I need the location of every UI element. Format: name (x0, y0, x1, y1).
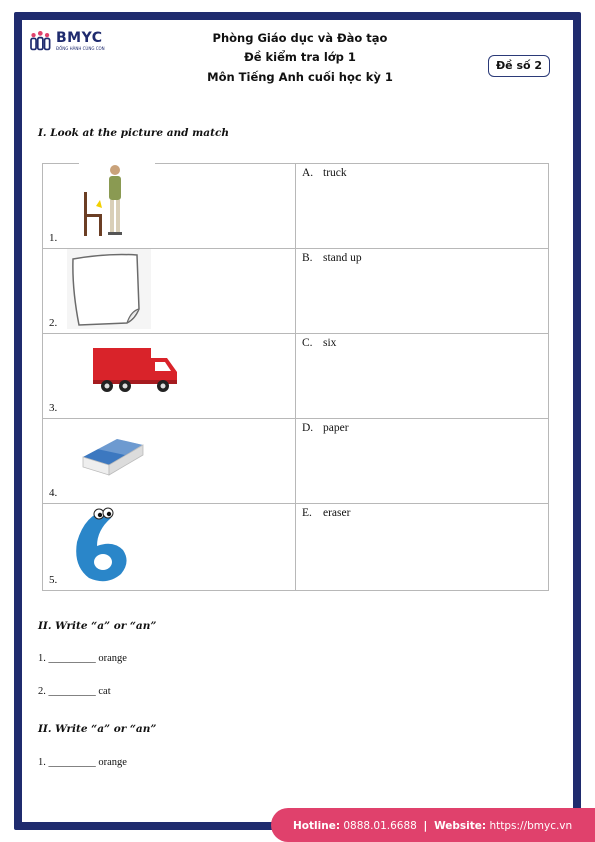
question-line: 1. _________ orange (38, 757, 127, 768)
option-item (302, 167, 347, 179)
table-row (43, 504, 549, 591)
option-cell (296, 419, 549, 504)
hotline-label: Hotline: (293, 820, 341, 832)
option-item (302, 422, 349, 434)
website-label: Website: (434, 820, 487, 832)
paper-sheet-icon (67, 249, 151, 329)
option-letter: C. (302, 337, 313, 349)
footer-separator: | (423, 820, 428, 832)
option-letter: A. (302, 167, 314, 179)
picture-cell (43, 164, 296, 249)
hotline-number[interactable]: 0888.01.6688 (343, 820, 417, 832)
item-number: 2. (49, 317, 58, 329)
footer-contact (293, 820, 572, 832)
section2-title: II. Write “a” or “an” (38, 620, 157, 632)
option-word: six (323, 337, 337, 349)
logo-subtitle: ĐỒNG HÀNH CÙNG CON (56, 46, 105, 51)
table-row (43, 249, 549, 334)
picture-cell (43, 334, 296, 419)
table-row (43, 419, 549, 504)
item-number: 4. (49, 487, 58, 499)
option-word: paper (323, 422, 349, 434)
bmyc-logo-icon (29, 30, 55, 52)
website-link[interactable]: https://bmyc.vn (489, 820, 573, 832)
question-line: 1. _________ orange (38, 653, 127, 664)
item-number: 5. (49, 574, 58, 586)
option-letter: E. (302, 507, 312, 519)
option-item (302, 337, 336, 349)
picture-cell (43, 419, 296, 504)
man-standing-up-icon (79, 162, 155, 242)
red-truck-icon (89, 342, 181, 398)
option-item (302, 252, 362, 264)
section3-title: II. Write “a” or “an” (38, 723, 157, 735)
option-cell (296, 334, 549, 419)
option-word: truck (323, 167, 347, 179)
item-number: 1. (49, 232, 58, 244)
eraser-icon (77, 429, 149, 479)
option-letter: B. (302, 252, 313, 264)
option-word: stand up (323, 252, 362, 264)
item-number: 3. (49, 402, 58, 414)
picture-cell (43, 504, 296, 591)
section1-title: I. Look at the picture and match (38, 127, 229, 139)
option-cell (296, 164, 549, 249)
option-cell (296, 504, 549, 591)
picture-cell (43, 249, 296, 334)
option-item (302, 507, 350, 519)
subject-title: Môn Tiếng Anh cuối học kỳ 1 (207, 70, 393, 84)
number-six-icon (67, 504, 137, 584)
option-letter: D. (302, 422, 314, 434)
option-word: eraser (323, 507, 351, 519)
option-cell (296, 249, 549, 334)
exam-title: Đề kiểm tra lớp 1 (244, 50, 356, 64)
table-row (43, 334, 549, 419)
question-line: 2. _________ cat (38, 686, 111, 697)
logo-text: BMYC (56, 30, 103, 46)
match-table (42, 163, 549, 591)
table-row (43, 164, 549, 249)
exam-number-badge: Đề số 2 (488, 55, 550, 77)
department-title: Phòng Giáo dục và Đào tạo (212, 31, 388, 45)
